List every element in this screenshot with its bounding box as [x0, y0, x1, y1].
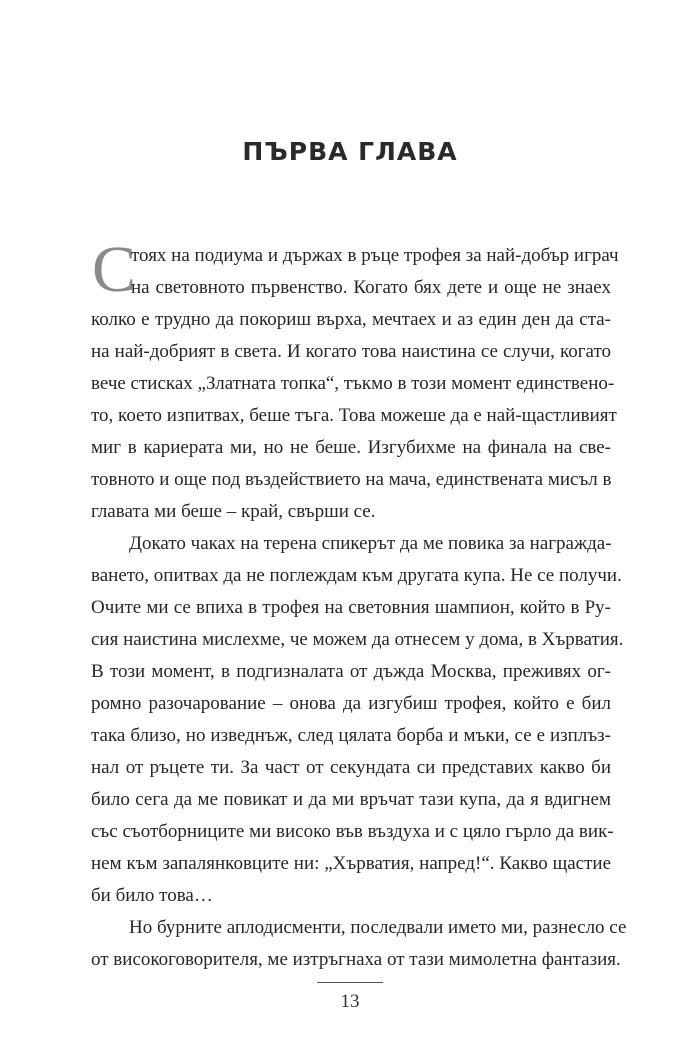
drop-cap: С	[92, 233, 137, 306]
text-line: Но бурните аплодисменти, последвали името ми, разнесло се	[129, 917, 627, 938]
text-line: Очите ми се впиха в трофея на световния шампион, който в Ру-	[91, 597, 611, 618]
text-line: тоях на подиума и държах в ръце трофея за най-добър играч	[131, 245, 619, 266]
text-line: колко е трудно да покориш върха, мечтаех и аз един ден да ста-	[91, 309, 611, 330]
text-line: би било това…	[91, 885, 213, 906]
text-line: нем към запалянковците ни: „Хърватия, напред!“. Какво щастие	[91, 853, 611, 874]
text-line: на най-добрият в света. И когато това наистина се случи, когато	[91, 341, 611, 362]
text-line: със съотборниците ми високо във въздуха и с цяло гърло да вик-	[91, 821, 614, 842]
text-line: така близо, но изведнъж, след цялата борба и мъки, се е изплъз-	[91, 725, 611, 746]
text-line: било сега да ме повикат и да ми връчат тази купа, да я вдигнем	[91, 789, 611, 810]
text-line: миг в кариерата ми, но не беше. Изгубихме на финала на све-	[91, 437, 611, 458]
text-line: В този момент, в подгизналата от дъжда Москва, преживях ог-	[91, 661, 611, 682]
footer-rule	[317, 982, 383, 983]
text-line: товното и още под въздействието на мача, единствената мисъл в	[91, 469, 612, 490]
text-line: ването, опитвах да не поглеждам към другата купа. Не се получи.	[91, 565, 622, 586]
text-line: нал от ръцете ти. За част от секундата си представих какво би	[91, 757, 611, 778]
text-line: сия наистина мислехме, че можем да отнесем у дома, в Хърватия.	[91, 629, 624, 650]
text-line: главата ми беше – край, свърши се.	[91, 501, 376, 522]
text-line: то, което изпитвах, беше тъга. Това можеше да е най-щастливият	[91, 405, 617, 426]
page-number: 13	[340, 991, 360, 1012]
text-line: Докато чаках на терена спикерът да ме повика за награжда-	[129, 533, 612, 554]
chapter-title: ПЪРВА ГЛАВА	[242, 137, 458, 166]
text-line: вече стисках „Златната топка“, тъкмо в този момент единствено-	[91, 373, 615, 394]
text-line: от високоговорителя, ме изтръгнаха от тази мимолетна фантазия.	[91, 949, 621, 970]
text-line: ромно разочарование – онова да изгубиш трофея, който е бил	[91, 693, 611, 714]
text-line: на световното първенство. Когато бях дете и още не знаех	[131, 277, 611, 298]
